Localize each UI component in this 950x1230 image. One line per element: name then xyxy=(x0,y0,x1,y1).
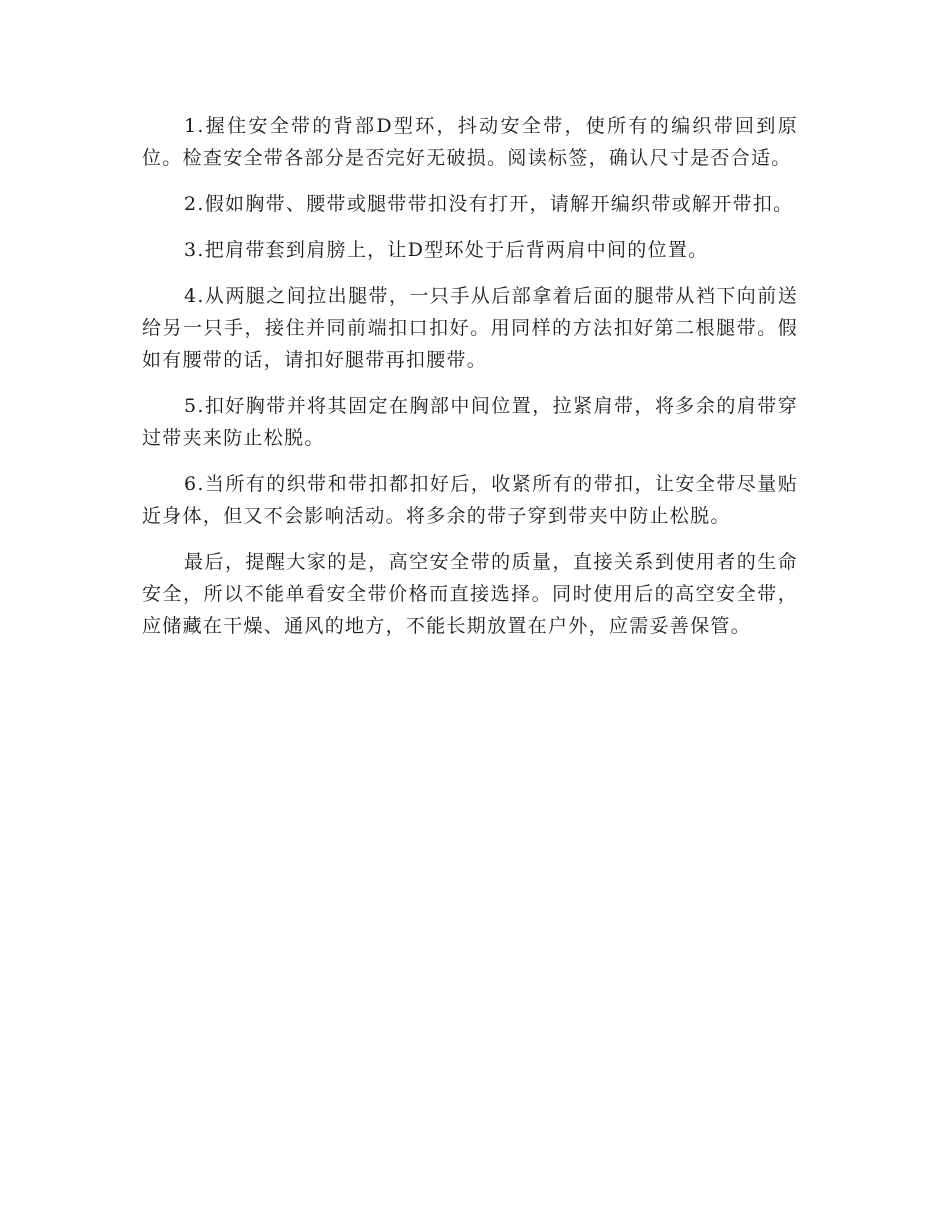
paragraph-step-5: 5.扣好胸带并将其固定在胸部中间位置，拉紧肩带，将多余的肩带穿过带夹来防止松脱。 xyxy=(142,395,798,449)
paragraph-step-6: 6.当所有的织带和带扣都扣好后，收紧所有的带扣，让安全带尽量贴近身体，但又不会影响活动。将多余的带子穿到带夹中防止松脱。 xyxy=(142,473,798,527)
paragraph-step-1: 1.握住安全带的背部D型环，抖动安全带，使所有的编织带回到原位。检查安全带各部分是否完好无破损。阅读标签，确认尺寸是否合适。 xyxy=(142,115,798,169)
paragraph-step-3: 3.把肩带套到肩膀上，让D型环处于后背两肩中间的位置。 xyxy=(184,239,709,261)
paragraph-conclusion: 最后，提醒大家的是，高空安全带的质量，直接关系到使用者的生命安全，所以不能单看安全带价格而直接选择。同时使用后的高空安全带，应储藏在干燥、通风的地方，不能长期放置在户外，应需妥善保管。 xyxy=(142,551,798,637)
paragraph-step-4: 4.从两腿之间拉出腿带，一只手从后部拿着后面的腿带从裆下向前送给另一只手，接住并同前端扣口扣好。用同样的方法扣好第二根腿带。假如有腰带的话，请扣好腿带再扣腰带。 xyxy=(142,285,798,371)
paragraph-step-2: 2.假如胸带、腰带或腿带带扣没有打开，请解开编织带或解开带扣。 xyxy=(184,193,794,215)
document-body xyxy=(142,110,798,656)
